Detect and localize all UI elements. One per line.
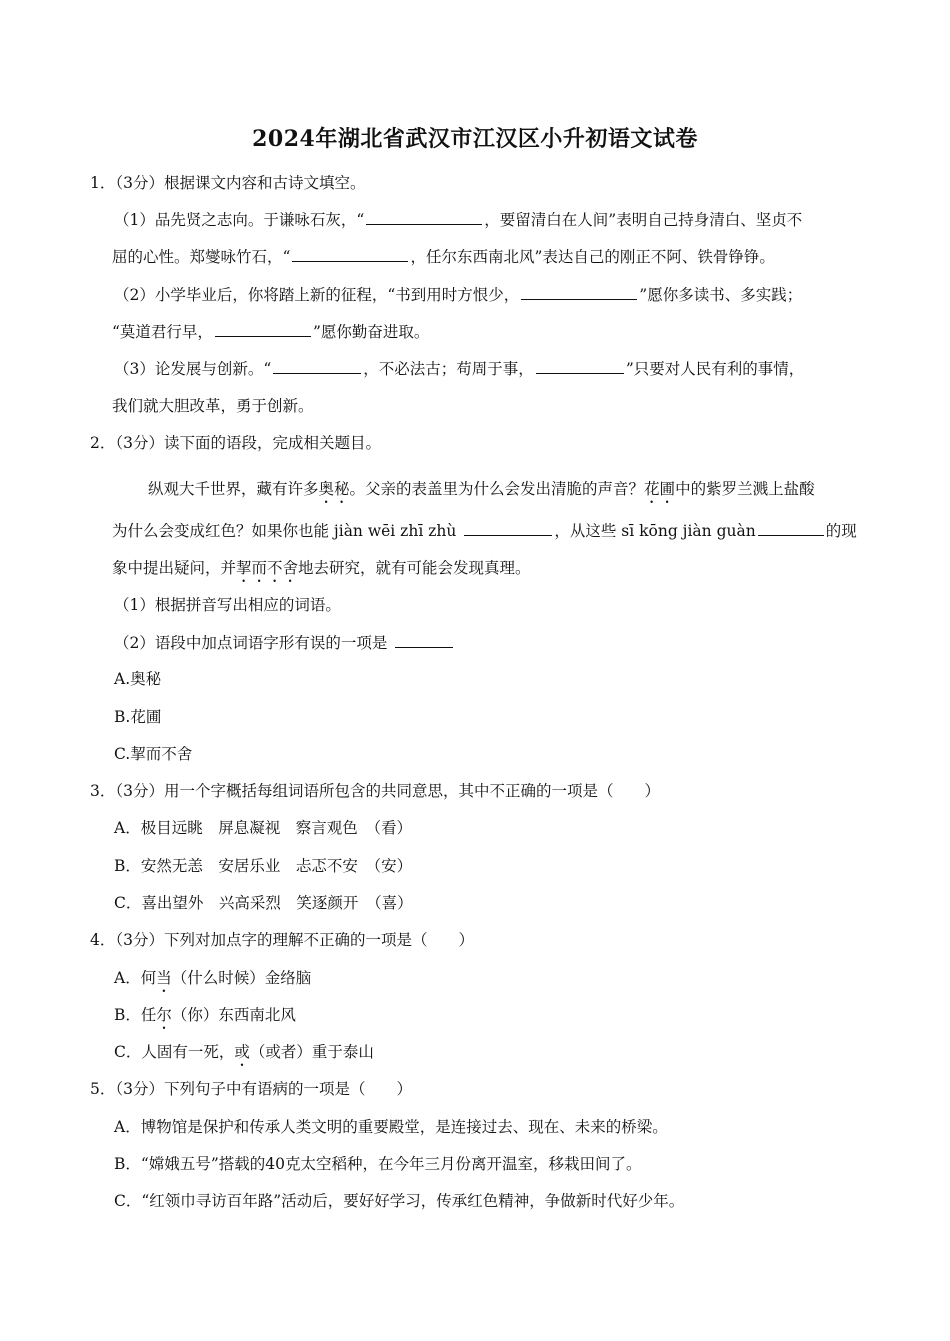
- question-1-part-3-line-1: [114, 358, 804, 379]
- q1-p1b-text-1: 屈的心性。郑燮咏竹石，“: [112, 248, 291, 266]
- q1-p1a-text-2: ，要留清白在人间”表明自己持身清白、坚贞不: [484, 211, 803, 229]
- question-2-passage-line-2: [112, 520, 857, 541]
- dotted-char: 或: [234, 1043, 250, 1061]
- question-3-option-b[interactable]: B．安然无恙 安居乐业 忐忑不安 （安）: [114, 857, 413, 875]
- answer-blank[interactable]: [464, 520, 552, 536]
- answer-blank[interactable]: [521, 284, 637, 300]
- question-4-stem: 4．（3分）下列对加点字的理解不正确的一项是（ ）: [90, 931, 474, 949]
- question-4-option-c[interactable]: [114, 1042, 374, 1070]
- passage-text: 。父亲的表盖里为什么会发出清脆的声音？: [349, 480, 645, 498]
- question-2-stem: 2．（3分）读下面的语段，完成相关题目。: [90, 434, 381, 452]
- option-text: （你）东西南北风: [171, 1006, 296, 1024]
- question-3-stem: 3．（3分）用一个字概括每组词语所包含的共同意思，其中不正确的一项是（ ）: [90, 782, 660, 800]
- passage-pinyin-text: 为什么会变成红色？如果你也能 jiàn wēi zhī zhù: [112, 522, 457, 540]
- option-text: A．何: [114, 969, 157, 987]
- passage-text: 的现: [825, 522, 857, 540]
- dotted-word-huapu: 花圃: [644, 480, 676, 498]
- question-3-option-a[interactable]: A．极目远眺 屏息凝视 察言观色 （看）: [114, 819, 412, 837]
- dotted-word-qieerbushe: 挈而不舍: [236, 559, 299, 577]
- passage-text: 象中提出疑问，并: [112, 559, 237, 577]
- question-5-option-a[interactable]: A．博物馆是保护和传承人类文明的重要殿堂，是连接过去、现在、未来的桥梁。: [114, 1118, 668, 1136]
- answer-blank[interactable]: [758, 520, 824, 536]
- passage-text: 地去研究，就有可能会发现真理。: [298, 559, 531, 577]
- passage-text: 纵观大千世界，藏有许多: [148, 480, 319, 498]
- question-2-sub-1: （1）根据拼音写出相应的词语。: [114, 596, 341, 614]
- question-3-option-c[interactable]: C．喜出望外 兴高采烈 笑逐颜开 （喜）: [114, 894, 413, 912]
- q1-p2a-text-2: ”愿你多读书、多实践；: [639, 286, 803, 304]
- answer-blank[interactable]: [292, 246, 408, 262]
- option-text: （什么时候）金络脑: [171, 969, 312, 987]
- question-2-option-a[interactable]: A.奥秘: [114, 670, 162, 688]
- answer-blank[interactable]: [395, 632, 453, 648]
- option-text: （或者）重于泰山: [249, 1043, 374, 1061]
- q1-p2b-text-2: ”愿你勤奋进取。: [312, 323, 430, 341]
- dotted-word-aomi: 奥秘: [318, 480, 350, 498]
- question-1-part-1-line-2: [112, 246, 775, 267]
- option-text: B．任: [114, 1006, 157, 1024]
- question-4-option-b[interactable]: [114, 1005, 296, 1033]
- answer-blank[interactable]: [215, 321, 311, 337]
- q1-p3a-text-1: （3）论发展与创新。“: [114, 360, 272, 378]
- q1-p3a-text-3: ”只要对人民有利的事情，: [625, 360, 805, 378]
- q1-p2b-text-1: “莫道君行早，: [112, 323, 213, 341]
- sub-question-text: （2）语段中加点词语字形有误的一项是: [114, 634, 388, 652]
- dotted-char: 当: [156, 969, 172, 987]
- question-5-option-b[interactable]: B．“嫦娥五号”搭载的40克太空稻种，在今年三月份离开温室，移栽田间了。: [114, 1155, 642, 1173]
- exam-title: 2024年湖北省武汉市江汉区小升初语文试卷: [252, 126, 698, 152]
- question-2-option-c[interactable]: C.挈而不舍: [114, 745, 193, 763]
- q1-p2a-text-1: （2）小学毕业后，你将踏上新的征程，“书到用时方恨少，: [114, 286, 520, 304]
- question-5-option-c[interactable]: C．“红领巾寻访百年路”活动后，要好好学习，传承红色精神，争做新时代好少年。: [114, 1192, 685, 1210]
- question-1-part-1-line-1: [114, 209, 802, 230]
- option-text: C．人固有一死，: [114, 1043, 235, 1061]
- question-1-part-2-line-1: [114, 284, 802, 305]
- question-1-stem: 1．（3分）根据课文内容和古诗文填空。: [90, 174, 366, 192]
- answer-blank[interactable]: [536, 358, 624, 374]
- question-5-stem: 5．（3分）下列句子中有语病的一项是（ ）: [90, 1080, 412, 1098]
- question-2-option-b[interactable]: B.花圃: [114, 708, 162, 726]
- q1-p3a-text-2: ，不必法古；苟周于事，: [363, 360, 534, 378]
- question-2-passage-line-1: [148, 479, 815, 507]
- question-4-option-a[interactable]: [114, 968, 311, 996]
- question-2-passage-line-3: [112, 558, 531, 586]
- passage-text: 中的紫罗兰溅上盐酸: [675, 480, 815, 498]
- passage-pinyin-text: ，从这些 sī kōng jiàn guàn: [554, 522, 756, 540]
- q1-p1b-text-2: ，任尔东西南北风”表达自己的刚正不阿、铁骨铮铮。: [410, 248, 775, 266]
- q1-p1a-text-1: （1）品先贤之志向。于谦咏石灰，“: [114, 211, 365, 229]
- dotted-char: 尔: [156, 1006, 172, 1024]
- answer-blank[interactable]: [273, 358, 361, 374]
- question-1-part-2-line-2: [112, 321, 429, 342]
- question-2-sub-2: [114, 632, 455, 653]
- answer-blank[interactable]: [366, 209, 482, 225]
- question-1-part-3-line-2: 我们就大胆改革，勇于创新。: [112, 397, 314, 415]
